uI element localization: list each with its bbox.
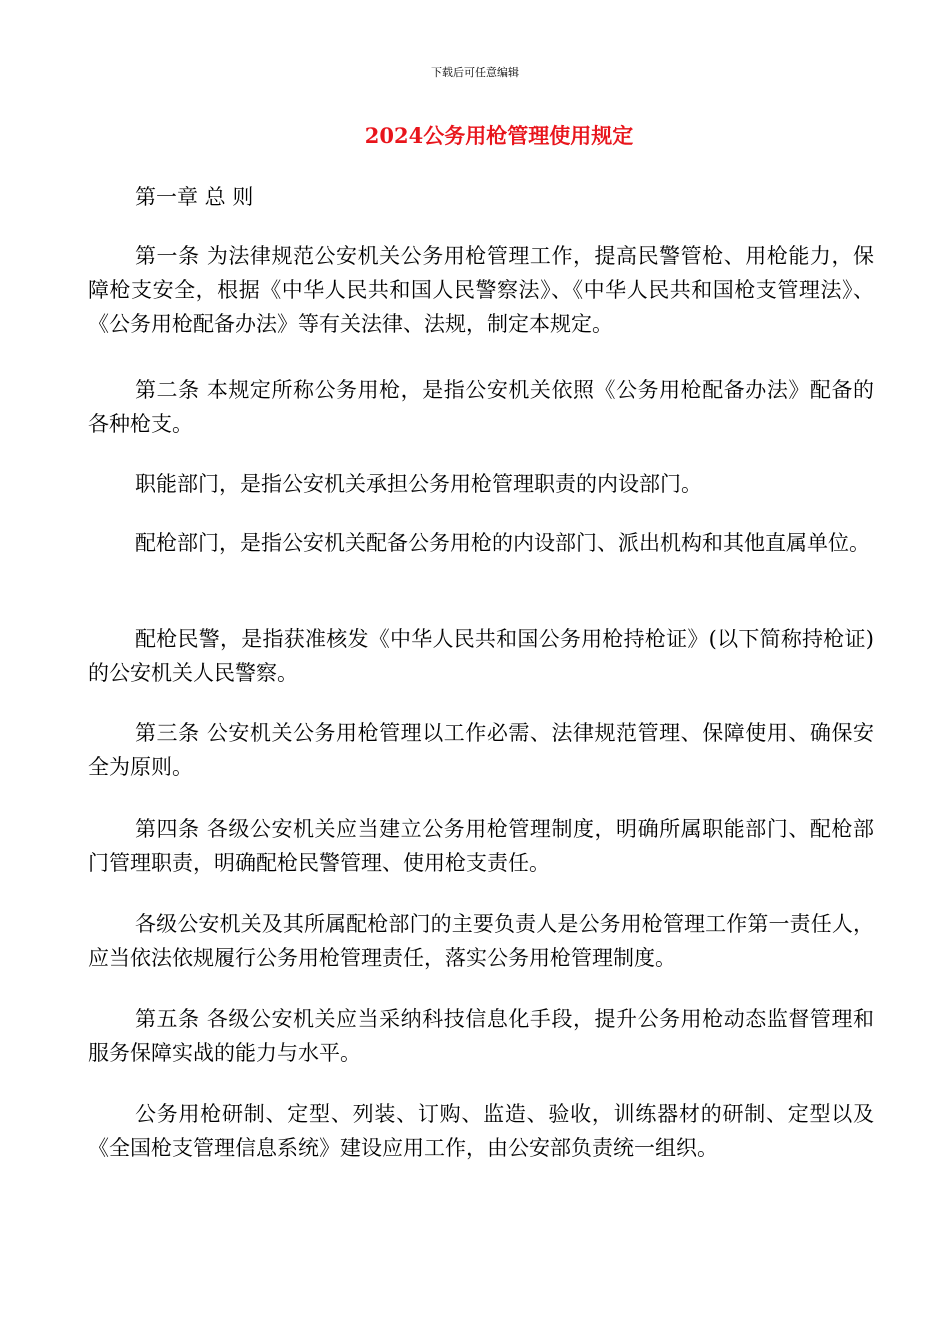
chapter-heading: 第一章 总 则 (135, 185, 254, 209)
header-note: 下载后可任意编辑 (431, 66, 519, 79)
responsibility-paragraph: 各级公安机关及其所属配枪部门的主要负责人是公务用枪管理工作第一责任人，应当依法依规履行公务用枪管理责任，落实公务用枪管理制度。 (88, 912, 874, 970)
definition-functional-department: 职能部门，是指公安机关承担公务用枪管理职责的内设部门。 (135, 472, 702, 496)
article-3: 第三条 公安机关公务用枪管理以工作必需、法律规范管理、保障使用、确保安全为原则。 (88, 721, 874, 779)
definition-armed-officer: 配枪民警，是指获准核发《中华人民共和国公务用枪持枪证》(以下简称持枪证)的公安机关人民警察。 (88, 627, 874, 685)
article-4: 第四条 各级公安机关应当建立公务用枪管理制度，明确所属职能部门、配枪部门管理职责，明确配枪民警管理、使用枪支责任。 (88, 817, 874, 875)
article-5: 第五条 各级公安机关应当采纳科技信息化手段，提升公务用枪动态监督管理和服务保障实战的能力与水平。 (88, 1007, 874, 1065)
document-title: 2024公务用枪管理使用规定 (364, 123, 634, 148)
article-1: 第一条 为法律规范公安机关公务用枪管理工作，提高民警管枪、用枪能力，保障枪支安全，根据《中华人民共和国人民警察法》、《中华人民共和国枪支管理法》、《公务用枪配备办法》等有关法律、法规，制定本规定。 (88, 244, 874, 336)
organization-paragraph: 公务用枪研制、定型、列装、订购、监造、验收，训练器材的研制、定型以及《全国枪支管理信息系统》建设应用工作，由公安部负责统一组织。 (88, 1102, 874, 1160)
article-2: 第二条 本规定所称公务用枪，是指公安机关依照《公务用枪配备办法》配备的各种枪支。 (88, 378, 874, 436)
definition-armed-department: 配枪部门，是指公安机关配备公务用枪的内设部门、派出机构和其他直属单位。 (135, 531, 870, 555)
